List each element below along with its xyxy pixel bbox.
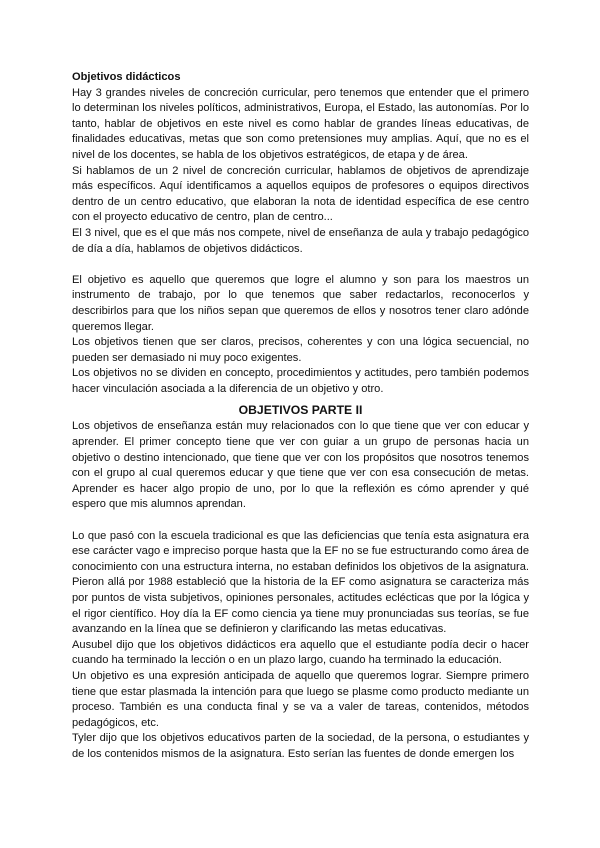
paragraph: Los objetivos tienen que ser claros, precisos, coherentes y con una lógica secuencial, no pueden ser demasiado ni muy poco exigentes. [72,336,529,364]
document-body [72,70,529,763]
section-heading-objetivos-parte-ii: OBJETIVOS PARTE II [238,403,363,418]
paragraph: El 3 nivel, que es el que más nos compete, nivel de enseñanza de aula y trabajo pedagógico de día a día, hablamos de objetivos didácticos. [72,226,529,255]
paragraph-spacer [72,257,529,273]
paragraph: Si hablamos de un 2 nivel de concreción curricular, hablamos de objetivos de aprendizaje más específicos. Aquí identificamos a aquellos equipos de profesores o equipos directivos dentro de un centro educativo, que elaboran la nota de identidad específica de ese centro con el proyecto educativo de centro, plan de centro... [72,164,529,224]
paragraph: Los objetivos de enseñanza están muy relacionados con lo que tiene que ver con educar y aprender. El primer concepto tiene que ver con guiar a un grupo de personas hacia un objetivo o destino intencionado, que tiene que ver con los propósitos que nosotros tenemos con el grupo al cual queremos educar y que tiene que ver con esa consecución de metas. Aprender es hacer algo propio de uno, por lo que la reflexión es cómo aprender y qué espero que mis alumnos aprendan. [72,420,529,511]
paragraph: El objetivo es aquello que queremos que logre el alumno y son para los maestros un instrumento de trabajo, por lo que tenemos que saber redactarlos, reconocerlos y describirlos para que los niños sepan que queremos de ellos y nosotros tener claro adónde queremos llegar. [72,273,529,333]
paragraph: Los objetivos no se dividen en concepto, procedimientos y actitudes, pero también podemos hacer vinculación asociada a la diferencia de un objetivo y otro. [72,367,529,395]
section-heading-objetivos-didacticos: Objetivos didácticos [72,71,181,83]
paragraph: Ausubel dijo que los objetivos didácticos era aquello que el estudiante podía decir o hacer cuando ha terminado la lección o en un plazo largo, cuando ha terminado la educación. [72,638,529,667]
paragraph: Hay 3 grandes niveles de concreción curricular, pero tenemos que entender que el primero lo determinan los niveles políticos, administrativos, Europa, el Estado, las autonomías. Por lo tanto, hablar de objetivos en este nivel es como hablar de grandes líneas educativas, de finalidades educativas, metas que son como pretensiones muy amplias. Aquí, que no es el nivel de los docentes, se habla de los objetivos estratégicos, de etapa y de área. [72,86,529,161]
paragraph: Lo que pasó con la escuela tradicional es que las deficiencias que tenía esta asignatura era ese carácter vago e impreciso porque hasta que la EF no se fue estructurando como área de conocimiento con una estructura interna, no estaban definidos los objetivos de la asignatura. Pieron allá por 1988 estableció que la historia de la EF como asignatura se caracteriza más por puntos de vista subjetivos, opiniones personales, actitudes eclécticas que por la lógica y el rigor científico. Hoy día la EF como ciencia ya tiene muy pronunciadas sus teorías, se fue avanzando en la línea que se definieron y clarificando las metas educativas. [72,529,529,636]
paragraph: Tyler dijo que los objetivos educativos parten de la sociedad, de la persona, o estudiantes y de los contenidos mismos de la asignatura. Esto serían las fuentes de donde emergen los [72,732,529,760]
paragraph-spacer [72,513,529,529]
paragraph: Un objetivo es una expresión anticipada de aquello que queremos lograr. Siempre primero tiene que estar plasmada la intención para que luego se plasme como producto mediante un proceso. También es una conducta final y se va a valer de tareas, contenidos, métodos pedagógicos, etc. [72,669,529,729]
